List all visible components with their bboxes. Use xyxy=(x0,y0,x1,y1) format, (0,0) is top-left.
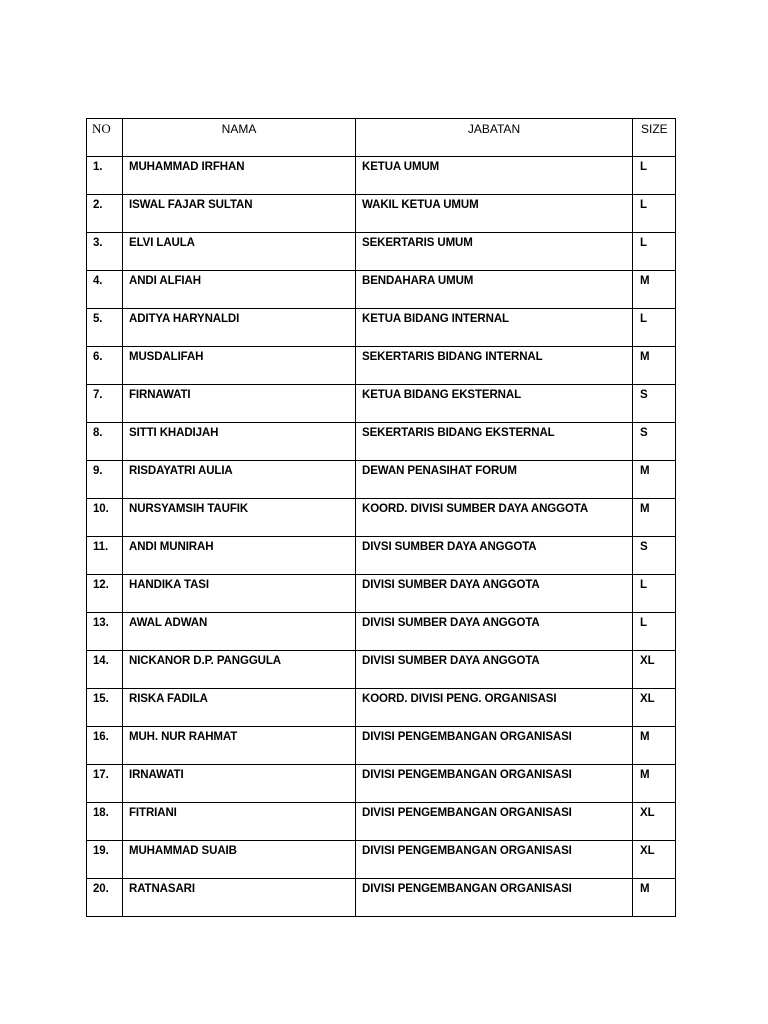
cell-size: XL xyxy=(633,651,676,689)
cell-jabatan: DEWAN PENASIHAT FORUM xyxy=(356,461,633,499)
header-nama: NAMA xyxy=(123,119,356,157)
cell-jabatan: DIVISI PENGEMBANGAN ORGANISASI xyxy=(356,765,633,803)
cell-jabatan: KETUA UMUM xyxy=(356,157,633,195)
cell-size: M xyxy=(633,461,676,499)
cell-jabatan: SEKERTARIS BIDANG INTERNAL xyxy=(356,347,633,385)
cell-nama: ANDI MUNIRAH xyxy=(123,537,356,575)
cell-no: 9. xyxy=(87,461,123,499)
table-row xyxy=(87,841,676,879)
table-row xyxy=(87,347,676,385)
cell-size: S xyxy=(633,385,676,423)
cell-no: 2. xyxy=(87,195,123,233)
table-row xyxy=(87,613,676,651)
cell-nama: MUHAMMAD SUAIB xyxy=(123,841,356,879)
member-size-table xyxy=(86,118,676,917)
cell-jabatan: DIVISI PENGEMBANGAN ORGANISASI xyxy=(356,879,633,917)
table-row xyxy=(87,575,676,613)
cell-jabatan: BENDAHARA UMUM xyxy=(356,271,633,309)
cell-nama: SITTI KHADIJAH xyxy=(123,423,356,461)
cell-size: XL xyxy=(633,841,676,879)
cell-size: M xyxy=(633,879,676,917)
cell-jabatan: DIVSI SUMBER DAYA ANGGOTA xyxy=(356,537,633,575)
cell-nama: NURSYAMSIH TAUFIK xyxy=(123,499,356,537)
cell-no: 12. xyxy=(87,575,123,613)
cell-nama: AWAL ADWAN xyxy=(123,613,356,651)
cell-jabatan: KOORD. DIVISI SUMBER DAYA ANGGOTA xyxy=(356,499,633,537)
header-size: SIZE xyxy=(633,119,676,157)
cell-nama: ELVI LAULA xyxy=(123,233,356,271)
cell-no: 5. xyxy=(87,309,123,347)
cell-no: 10. xyxy=(87,499,123,537)
cell-jabatan: SEKERTARIS UMUM xyxy=(356,233,633,271)
cell-jabatan: DIVISI SUMBER DAYA ANGGOTA xyxy=(356,613,633,651)
cell-no: 15. xyxy=(87,689,123,727)
cell-no: 16. xyxy=(87,727,123,765)
cell-nama: ANDI ALFIAH xyxy=(123,271,356,309)
table-row xyxy=(87,233,676,271)
cell-no: 13. xyxy=(87,613,123,651)
cell-jabatan: DIVISI SUMBER DAYA ANGGOTA xyxy=(356,575,633,613)
cell-jabatan: KETUA BIDANG EKSTERNAL xyxy=(356,385,633,423)
cell-size: L xyxy=(633,575,676,613)
cell-jabatan: KETUA BIDANG INTERNAL xyxy=(356,309,633,347)
cell-nama: FITRIANI xyxy=(123,803,356,841)
cell-nama: MUHAMMAD IRFHAN xyxy=(123,157,356,195)
cell-nama: ADITYA HARYNALDI xyxy=(123,309,356,347)
table-row xyxy=(87,689,676,727)
cell-jabatan: KOORD. DIVISI PENG. ORGANISASI xyxy=(356,689,633,727)
cell-jabatan: WAKIL KETUA UMUM xyxy=(356,195,633,233)
table-row xyxy=(87,499,676,537)
table-row xyxy=(87,271,676,309)
cell-no: 17. xyxy=(87,765,123,803)
cell-no: 3. xyxy=(87,233,123,271)
cell-nama: MUSDALIFAH xyxy=(123,347,356,385)
cell-no: 11. xyxy=(87,537,123,575)
cell-nama: MUH. NUR RAHMAT xyxy=(123,727,356,765)
cell-no: 1. xyxy=(87,157,123,195)
table-row xyxy=(87,195,676,233)
cell-nama: RISDAYATRI AULIA xyxy=(123,461,356,499)
cell-size: M xyxy=(633,347,676,385)
table-header-row xyxy=(87,119,676,157)
cell-nama: RISKA FADILA xyxy=(123,689,356,727)
cell-no: 20. xyxy=(87,879,123,917)
header-jabatan: JABATAN xyxy=(356,119,633,157)
cell-no: 7. xyxy=(87,385,123,423)
table-body xyxy=(87,157,676,917)
cell-size: XL xyxy=(633,689,676,727)
cell-jabatan: SEKERTARIS BIDANG EKSTERNAL xyxy=(356,423,633,461)
table-row xyxy=(87,879,676,917)
cell-jabatan: DIVISI SUMBER DAYA ANGGOTA xyxy=(356,651,633,689)
cell-no: 14. xyxy=(87,651,123,689)
cell-no: 8. xyxy=(87,423,123,461)
table-row xyxy=(87,461,676,499)
cell-size: S xyxy=(633,423,676,461)
table-row xyxy=(87,727,676,765)
cell-size: M xyxy=(633,499,676,537)
cell-size: L xyxy=(633,233,676,271)
cell-size: S xyxy=(633,537,676,575)
table-row xyxy=(87,651,676,689)
cell-jabatan: DIVISI PENGEMBANGAN ORGANISASI xyxy=(356,727,633,765)
cell-jabatan: DIVISI PENGEMBANGAN ORGANISASI xyxy=(356,841,633,879)
cell-no: 19. xyxy=(87,841,123,879)
cell-nama: FIRNAWATI xyxy=(123,385,356,423)
cell-size: L xyxy=(633,195,676,233)
table-row xyxy=(87,803,676,841)
cell-nama: IRNAWATI xyxy=(123,765,356,803)
cell-nama: ISWAL FAJAR SULTAN xyxy=(123,195,356,233)
cell-size: XL xyxy=(633,803,676,841)
table-row xyxy=(87,765,676,803)
cell-size: L xyxy=(633,309,676,347)
cell-size: M xyxy=(633,271,676,309)
cell-nama: NICKANOR D.P. PANGGULA xyxy=(123,651,356,689)
table-row xyxy=(87,385,676,423)
cell-size: M xyxy=(633,727,676,765)
cell-jabatan: DIVISI PENGEMBANGAN ORGANISASI xyxy=(356,803,633,841)
cell-no: 18. xyxy=(87,803,123,841)
cell-no: 6. xyxy=(87,347,123,385)
table-row xyxy=(87,157,676,195)
cell-no: 4. xyxy=(87,271,123,309)
cell-size: L xyxy=(633,157,676,195)
cell-nama: RATNASARI xyxy=(123,879,356,917)
cell-nama: HANDIKA TASI xyxy=(123,575,356,613)
table-row xyxy=(87,309,676,347)
table-row xyxy=(87,537,676,575)
cell-size: M xyxy=(633,765,676,803)
table-row xyxy=(87,423,676,461)
cell-size: L xyxy=(633,613,676,651)
header-no: NO xyxy=(87,119,123,157)
